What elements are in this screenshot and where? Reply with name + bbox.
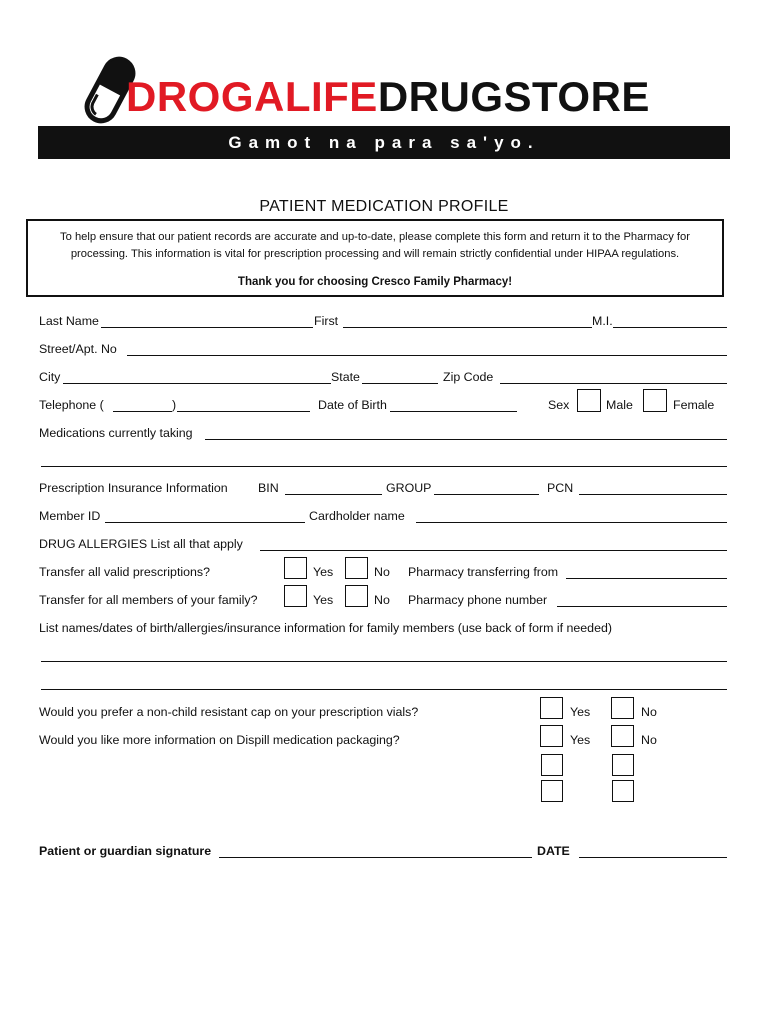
first-name-field[interactable]	[343, 327, 592, 328]
intro-box	[26, 219, 724, 297]
transfer-family-label: Transfer for all members of your family?	[39, 593, 258, 607]
brand-logo-text	[126, 74, 650, 120]
date-label: DATE	[537, 844, 570, 858]
area-code-field[interactable]	[113, 411, 172, 412]
cap-no-checkbox[interactable]	[611, 697, 634, 719]
group-field[interactable]	[434, 494, 539, 495]
male-label: Male	[606, 398, 633, 412]
group-label: GROUP	[386, 481, 432, 495]
zip-field[interactable]	[500, 383, 727, 384]
pcn-field[interactable]	[579, 494, 727, 495]
last-name-field[interactable]	[101, 327, 313, 328]
state-label: State	[331, 370, 360, 384]
mi-field[interactable]	[613, 327, 727, 328]
family-list-field-line-2[interactable]	[41, 689, 727, 690]
pharmacy-from-field[interactable]	[566, 578, 727, 579]
member-id-field[interactable]	[105, 522, 305, 523]
sex-female-checkbox[interactable]	[643, 389, 667, 412]
cap-question-label: Would you prefer a non-child resistant cap on your prescription vials?	[39, 705, 419, 719]
cap-no-label: No	[641, 705, 657, 719]
transfer-family-no-checkbox[interactable]	[345, 585, 368, 607]
bin-field[interactable]	[285, 494, 382, 495]
first-name-label: First	[314, 314, 339, 328]
allergies-field[interactable]	[260, 550, 727, 551]
telephone-close-paren: )	[172, 398, 177, 412]
dispill-question-label: Would you like more information on Dispill medication packaging?	[39, 733, 400, 747]
medications-label: Medications currently taking	[39, 426, 193, 440]
brand-name-black: DRUGSTORE	[377, 73, 650, 120]
female-label: Female	[673, 398, 715, 412]
date-field[interactable]	[579, 857, 727, 858]
signature-label: Patient or guardian signature	[39, 844, 212, 858]
last-name-label: Last Name	[39, 314, 99, 328]
bin-label: BIN	[258, 481, 279, 495]
pcn-label: PCN	[547, 481, 574, 495]
transfer-all-no-label: No	[374, 565, 390, 579]
transfer-all-label: Transfer all valid prescriptions?	[39, 565, 211, 579]
intro-text: To help ensure that our patient records are accurate and up-to-date, please complete this form and return it to the Pharmacy for processing. This information is vital for prescription processing and will remain strictly confidential under HIPAA regulations.	[60, 231, 690, 260]
street-field[interactable]	[127, 355, 727, 356]
dob-label: Date of Birth	[318, 398, 387, 412]
dispill-yes-label: Yes	[570, 733, 591, 747]
city-field[interactable]	[63, 383, 331, 384]
transfer-all-yes-checkbox[interactable]	[284, 557, 307, 579]
insurance-label: Prescription Insurance Information	[39, 481, 228, 495]
page-title: PATIENT MEDICATION PROFILE	[259, 198, 509, 215]
street-label: Street/Apt. No	[39, 342, 117, 356]
city-label: City	[39, 370, 61, 384]
pharmacy-from-label: Pharmacy transferring from	[408, 565, 559, 579]
pharmacy-phone-label: Pharmacy phone number	[408, 593, 548, 607]
pharmacy-phone-field[interactable]	[557, 606, 727, 607]
zip-label: Zip Code	[443, 370, 494, 384]
cardholder-label: Cardholder name	[309, 509, 405, 523]
allergies-label: DRUG ALLERGIES List all that apply	[39, 537, 243, 551]
family-list-field-line-1[interactable]	[41, 661, 727, 662]
transfer-family-yes-label: Yes	[313, 593, 334, 607]
intro-thanks: Thank you for choosing Cresco Family Pharmacy!	[237, 276, 513, 288]
family-list-label: List names/dates of birth/allergies/insurance information for family members (use back of form if needed)	[39, 621, 612, 635]
extra-checkbox-1[interactable]	[541, 754, 563, 776]
cap-yes-label: Yes	[570, 705, 591, 719]
brand-name-red: DROGALIFE	[126, 73, 378, 120]
mi-label: M.I.	[592, 314, 613, 328]
sex-label: Sex	[548, 398, 570, 412]
transfer-family-no-label: No	[374, 593, 390, 607]
cardholder-field[interactable]	[416, 522, 727, 523]
telephone-field[interactable]	[177, 411, 310, 412]
medications-field-line-2[interactable]	[41, 466, 727, 467]
tagline: Gamot na para sa'yo.	[228, 132, 540, 152]
extra-checkbox-4[interactable]	[612, 780, 634, 802]
dob-field[interactable]	[390, 411, 517, 412]
dispill-no-checkbox[interactable]	[611, 725, 634, 747]
transfer-all-no-checkbox[interactable]	[345, 557, 368, 579]
signature-field[interactable]	[219, 857, 532, 858]
transfer-family-yes-checkbox[interactable]	[284, 585, 307, 607]
sex-male-checkbox[interactable]	[577, 389, 601, 412]
extra-checkbox-3[interactable]	[541, 780, 563, 802]
cap-yes-checkbox[interactable]	[540, 697, 563, 719]
dispill-no-label: No	[641, 733, 657, 747]
transfer-all-yes-label: Yes	[313, 565, 334, 579]
state-field[interactable]	[362, 383, 438, 384]
medications-field[interactable]	[205, 439, 727, 440]
dispill-yes-checkbox[interactable]	[540, 725, 563, 747]
tagline-bar	[38, 126, 730, 159]
extra-checkbox-2[interactable]	[612, 754, 634, 776]
telephone-label: Telephone (	[39, 398, 104, 412]
member-id-label: Member ID	[39, 509, 101, 523]
